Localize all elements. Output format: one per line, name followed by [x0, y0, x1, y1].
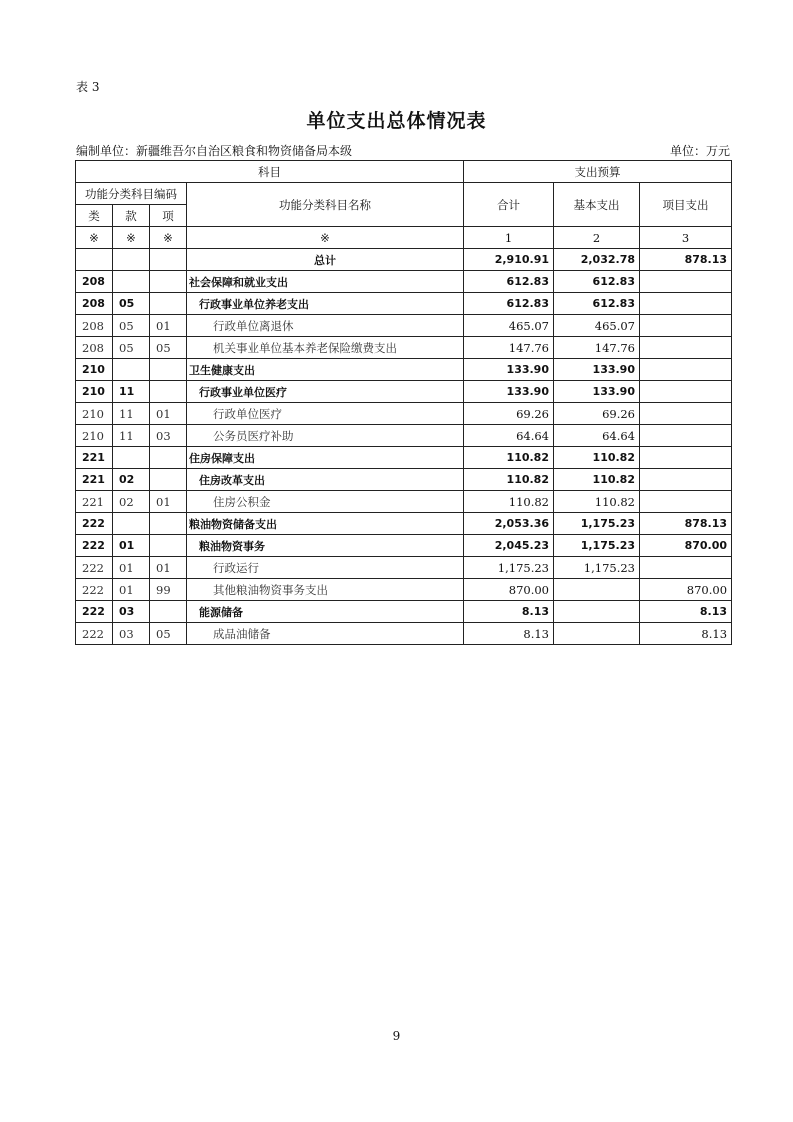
subject-name: 机关事业单位基本养老保险缴费支出	[187, 337, 464, 359]
total-basic: 2,032.78	[554, 249, 640, 271]
subject-name: 公务员医疗补助	[187, 425, 464, 447]
subject-name: 行政单位离退休	[187, 315, 464, 337]
subject-name: 粮油物资事务	[187, 535, 464, 557]
code-xiang	[150, 513, 187, 535]
meta-row	[76, 142, 730, 159]
code-kuan: 05	[113, 337, 150, 359]
subject-name: 其他粮油物资事务支出	[187, 579, 464, 601]
subject-name: 能源储备	[187, 601, 464, 623]
code-lei: 221	[76, 447, 113, 469]
header-xiang: 项	[150, 205, 187, 227]
amount-project	[640, 315, 732, 337]
code-xiang	[150, 469, 187, 491]
amount-project: 8.13	[640, 623, 732, 645]
amount-project	[640, 491, 732, 513]
table-row	[76, 359, 732, 381]
code-xiang: 99	[150, 579, 187, 601]
expenditure-table	[75, 160, 732, 645]
amount-total: 1,175.23	[464, 557, 554, 579]
subject-name: 住房保障支出	[187, 447, 464, 469]
mark-name: ※	[187, 227, 464, 249]
code-kuan: 01	[113, 535, 150, 557]
amount-total: 870.00	[464, 579, 554, 601]
amount-project	[640, 337, 732, 359]
amount-total: 133.90	[464, 359, 554, 381]
currency-unit: 单位：万元	[669, 144, 730, 158]
code-kuan: 05	[113, 293, 150, 315]
amount-total: 69.26	[464, 403, 554, 425]
code-kuan: 05	[113, 315, 150, 337]
table-row	[76, 403, 732, 425]
amount-total: 2,045.23	[464, 535, 554, 557]
code-lei: 210	[76, 425, 113, 447]
header-total: 合计	[464, 183, 554, 227]
amount-total: 8.13	[464, 623, 554, 645]
amount-basic: 147.76	[554, 337, 640, 359]
amount-basic: 69.26	[554, 403, 640, 425]
code-xiang: 01	[150, 557, 187, 579]
amount-total: 110.82	[464, 491, 554, 513]
col-index-2: 2	[554, 227, 640, 249]
amount-project	[640, 469, 732, 491]
subject-name: 行政单位医疗	[187, 403, 464, 425]
subject-name: 住房公积金	[187, 491, 464, 513]
amount-total: 612.83	[464, 293, 554, 315]
col-index-1: 1	[464, 227, 554, 249]
table-row	[76, 601, 732, 623]
table-row	[76, 425, 732, 447]
code-xiang: 05	[150, 337, 187, 359]
table-row	[76, 315, 732, 337]
code-xiang: 01	[150, 403, 187, 425]
amount-project	[640, 403, 732, 425]
subject-name: 行政运行	[187, 557, 464, 579]
amount-total: 8.13	[464, 601, 554, 623]
amount-project	[640, 557, 732, 579]
table-row	[76, 535, 732, 557]
table-row	[76, 579, 732, 601]
amount-basic	[554, 601, 640, 623]
amount-basic: 133.90	[554, 381, 640, 403]
code-lei: 208	[76, 337, 113, 359]
code-lei: 210	[76, 403, 113, 425]
code-lei: 222	[76, 535, 113, 557]
amount-project	[640, 359, 732, 381]
table-row	[76, 557, 732, 579]
header-budget: 支出预算	[464, 161, 732, 183]
table-row	[76, 337, 732, 359]
header-subject: 科目	[76, 161, 464, 183]
amount-project	[640, 271, 732, 293]
code-xiang: 05	[150, 623, 187, 645]
subject-name: 卫生健康支出	[187, 359, 464, 381]
code-lei: 222	[76, 579, 113, 601]
total-label: 总计	[187, 249, 464, 271]
page-number: 9	[392, 1029, 401, 1043]
subject-name: 行政事业单位医疗	[187, 381, 464, 403]
amount-basic: 612.83	[554, 271, 640, 293]
code-kuan: 03	[113, 623, 150, 645]
amount-basic: 64.64	[554, 425, 640, 447]
code-lei: 208	[76, 315, 113, 337]
code-xiang: 03	[150, 425, 187, 447]
amount-total: 110.82	[464, 469, 554, 491]
total-empty-kuan	[113, 249, 150, 271]
code-lei: 208	[76, 271, 113, 293]
code-lei: 222	[76, 601, 113, 623]
code-kuan: 11	[113, 381, 150, 403]
table-row	[76, 513, 732, 535]
code-xiang	[150, 359, 187, 381]
header-lei: 类	[76, 205, 113, 227]
amount-project	[640, 425, 732, 447]
table-row	[76, 469, 732, 491]
code-lei: 222	[76, 623, 113, 645]
code-xiang: 01	[150, 315, 187, 337]
amount-basic	[554, 579, 640, 601]
header-name: 功能分类科目名称	[187, 183, 464, 227]
amount-total: 612.83	[464, 271, 554, 293]
code-xiang: 01	[150, 491, 187, 513]
subject-name: 粮油物资储备支出	[187, 513, 464, 535]
code-kuan: 11	[113, 403, 150, 425]
total-amount: 2,910.91	[464, 249, 554, 271]
amount-project	[640, 293, 732, 315]
subject-name: 成品油储备	[187, 623, 464, 645]
amount-total: 2,053.36	[464, 513, 554, 535]
amount-basic: 110.82	[554, 447, 640, 469]
mark-xiang: ※	[150, 227, 187, 249]
code-xiang	[150, 601, 187, 623]
total-project: 878.13	[640, 249, 732, 271]
code-kuan: 03	[113, 601, 150, 623]
subject-name: 行政事业单位养老支出	[187, 293, 464, 315]
amount-total: 110.82	[464, 447, 554, 469]
header-project: 项目支出	[640, 183, 732, 227]
table-number: 表 3	[76, 80, 100, 94]
table-row	[76, 447, 732, 469]
code-kuan: 01	[113, 579, 150, 601]
code-lei: 210	[76, 381, 113, 403]
code-lei: 221	[76, 469, 113, 491]
amount-project: 870.00	[640, 579, 732, 601]
amount-total: 133.90	[464, 381, 554, 403]
amount-project: 870.00	[640, 535, 732, 557]
amount-project	[640, 381, 732, 403]
total-row	[76, 249, 732, 271]
code-kuan	[113, 359, 150, 381]
subject-name: 社会保障和就业支出	[187, 271, 464, 293]
amount-basic: 465.07	[554, 315, 640, 337]
amount-basic: 110.82	[554, 491, 640, 513]
code-xiang	[150, 293, 187, 315]
amount-total: 465.07	[464, 315, 554, 337]
amount-basic: 110.82	[554, 469, 640, 491]
page-title: 单位支出总体情况表	[306, 110, 487, 132]
code-lei: 222	[76, 513, 113, 535]
header-basic: 基本支出	[554, 183, 640, 227]
header-code-group: 功能分类科目编码	[76, 183, 187, 205]
amount-project: 8.13	[640, 601, 732, 623]
code-lei: 208	[76, 293, 113, 315]
amount-basic: 612.83	[554, 293, 640, 315]
code-xiang	[150, 381, 187, 403]
code-kuan: 11	[113, 425, 150, 447]
code-kuan: 02	[113, 469, 150, 491]
code-lei: 222	[76, 557, 113, 579]
code-kuan	[113, 513, 150, 535]
table-row	[76, 381, 732, 403]
code-xiang	[150, 535, 187, 557]
code-lei: 210	[76, 359, 113, 381]
code-kuan: 01	[113, 557, 150, 579]
code-kuan	[113, 271, 150, 293]
amount-total: 64.64	[464, 425, 554, 447]
table-row	[76, 271, 732, 293]
total-empty-lei	[76, 249, 113, 271]
table-row	[76, 491, 732, 513]
amount-project: 878.13	[640, 513, 732, 535]
amount-total: 147.76	[464, 337, 554, 359]
code-xiang	[150, 447, 187, 469]
amount-basic: 1,175.23	[554, 557, 640, 579]
amount-basic: 1,175.23	[554, 535, 640, 557]
total-empty-xiang	[150, 249, 187, 271]
amount-basic	[554, 623, 640, 645]
code-kuan: 02	[113, 491, 150, 513]
amount-project	[640, 447, 732, 469]
table-row	[76, 623, 732, 645]
mark-lei: ※	[76, 227, 113, 249]
header-kuan: 款	[113, 205, 150, 227]
code-kuan	[113, 447, 150, 469]
code-lei: 221	[76, 491, 113, 513]
mark-kuan: ※	[113, 227, 150, 249]
compiling-unit: 编制单位：新疆维吾尔自治区粮食和物资储备局本级	[76, 144, 353, 158]
table-row	[76, 293, 732, 315]
col-index-3: 3	[640, 227, 732, 249]
subject-name: 住房改革支出	[187, 469, 464, 491]
amount-basic: 133.90	[554, 359, 640, 381]
code-xiang	[150, 271, 187, 293]
amount-basic: 1,175.23	[554, 513, 640, 535]
